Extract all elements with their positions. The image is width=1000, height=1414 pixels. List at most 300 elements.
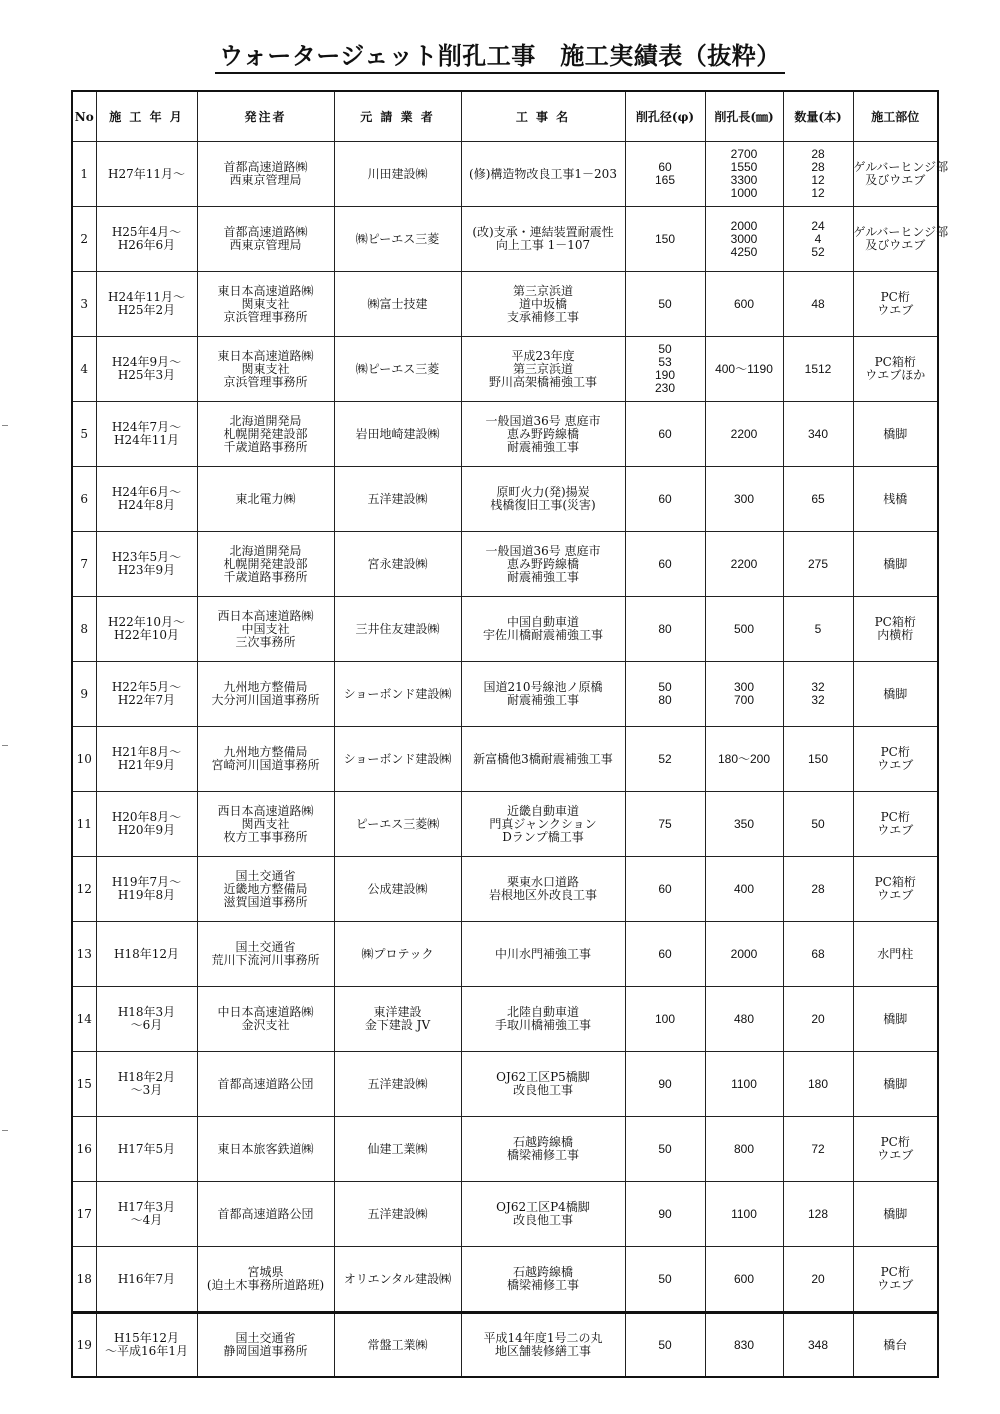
- cell-part-line: ウエブ: [877, 888, 914, 902]
- cell-period: [96, 1313, 197, 1378]
- cell-quantity-line: 28: [811, 881, 825, 896]
- cell-contractor-line: 五洋建設㈱: [367, 491, 428, 506]
- cell-contractor: [334, 1052, 461, 1117]
- cell-client-line: 西東京管理局: [229, 173, 302, 187]
- cell-part: [853, 1052, 938, 1117]
- cell-part-line: 桟橋: [883, 491, 908, 506]
- table-row: [72, 337, 938, 402]
- cell-quantity-line: 180: [807, 1076, 829, 1091]
- cell-client: [197, 142, 334, 207]
- cell-work-name: [461, 272, 625, 337]
- cell-length-line: 1550: [730, 160, 758, 174]
- cell-period-line: H15年12月: [113, 1331, 179, 1345]
- cell-work-name-line: 新富橋他3橋耐震補強工事: [473, 751, 613, 766]
- cell-diameter: [625, 1117, 705, 1182]
- cell-quantity: [783, 987, 853, 1052]
- cell-period-line: H20年8月～: [111, 810, 182, 824]
- cell-work-name-line: 原町火力(発)揚炭: [496, 485, 590, 499]
- cell-part-line: ウエブ: [877, 823, 914, 837]
- cell-part-line: 橋台: [883, 1337, 908, 1352]
- cell-period-line: ～6月: [130, 1018, 163, 1032]
- cell-quantity-line: 48: [811, 296, 825, 311]
- cell-length-line: 300: [733, 680, 755, 694]
- construction-records-table: [71, 90, 949, 1378]
- cell-part-line: PC桁: [880, 1265, 910, 1279]
- cell-length-line: 1000: [730, 186, 758, 200]
- cell-work-name-line: OJ62工区P5橋脚: [496, 1070, 590, 1084]
- cell-client-line: 枚方工事事務所: [223, 829, 308, 844]
- cell-work-name-line: 石越跨線橋: [512, 1265, 573, 1279]
- cell-contractor-line: 東洋建設: [373, 1005, 422, 1019]
- cell-part: [853, 857, 938, 922]
- cell-diameter-line: 50: [658, 1271, 672, 1286]
- cell-period-line: H26年6月: [117, 238, 176, 252]
- cell-client-line: 関東支社: [241, 361, 290, 376]
- cell-part-line: 水門柱: [877, 946, 914, 961]
- cell-work-name: [461, 142, 625, 207]
- cell-diameter: [625, 857, 705, 922]
- cell-contractor-line: 五洋建設㈱: [367, 1206, 428, 1221]
- cell-length: [705, 142, 783, 207]
- cell-diameter: [625, 1247, 705, 1313]
- header-length: 削孔長(㎜): [705, 91, 783, 142]
- table-row: [72, 402, 938, 467]
- cell-contractor-line: 三井住友建設㈱: [355, 621, 440, 636]
- cell-work-name-line: 一般国道36号 恵庭市: [485, 543, 601, 558]
- cell-diameter-line: 50: [658, 296, 672, 311]
- table-row: [72, 272, 938, 337]
- cell-work-name: [461, 597, 625, 662]
- cell-contractor-line: 川田建設㈱: [367, 166, 428, 181]
- cell-contractor: [334, 1247, 461, 1313]
- cell-period-line: H19年7月～: [111, 875, 182, 889]
- cell-quantity: [783, 597, 853, 662]
- cell-diameter-line: 80: [658, 621, 672, 636]
- cell-contractor-line: ㈱ピーエス三菱: [355, 231, 440, 246]
- cell-period-line: H23年9月: [117, 563, 176, 577]
- cell-client-line: 三次事務所: [235, 634, 296, 649]
- cell-diameter: [625, 142, 705, 207]
- cell-client: [197, 532, 334, 597]
- cell-period-line: H25年2月: [117, 303, 176, 317]
- cell-client-line: 京浜管理事務所: [223, 374, 308, 389]
- cell-period: [96, 1182, 197, 1247]
- cell-contractor-line: ㈱プロテック: [361, 946, 434, 961]
- cell-length: [705, 532, 783, 597]
- cell-diameter: [625, 1182, 705, 1247]
- cell-diameter-line: 60: [658, 946, 672, 961]
- cell-contractor-line: 常盤工業㈱: [367, 1337, 428, 1352]
- cell-diameter-line: 50: [658, 342, 672, 356]
- cell-period: [96, 597, 197, 662]
- cell-work-name-line: 向上工事 1－107: [495, 238, 591, 252]
- cell-quantity: [783, 1247, 853, 1313]
- cell-work-name-line: 桟橋復旧工事(災害): [490, 498, 596, 512]
- cell-client: [197, 987, 334, 1052]
- header-client: 発注者: [197, 91, 334, 142]
- cell-period: [96, 857, 197, 922]
- cell-work-name-line: 北陸自動車道: [506, 1005, 579, 1019]
- cell-contractor: [334, 792, 461, 857]
- cell-work-name-line: 国道210号線池ノ原橋: [483, 680, 603, 694]
- cell-length-line: 2700: [730, 147, 758, 161]
- cell-client: [197, 792, 334, 857]
- cell-work-name-line: 石越跨線橋: [512, 1135, 573, 1149]
- cell-no: 6: [72, 467, 96, 532]
- cell-length: [705, 922, 783, 987]
- cell-client-line: 京浜管理事務所: [223, 309, 308, 324]
- cell-contractor: [334, 532, 461, 597]
- cell-client-line: 中国支社: [241, 621, 290, 636]
- cell-client-line: 東北電力㈱: [235, 491, 296, 506]
- cell-diameter-line: 90: [658, 1076, 672, 1091]
- table-body: [72, 142, 949, 1378]
- header-part: 施工部位: [853, 91, 938, 142]
- cell-quantity-line: 20: [811, 1271, 825, 1286]
- cell-client-line: 静岡国道事務所: [223, 1344, 308, 1358]
- cell-client: [197, 1247, 334, 1313]
- cell-length: [705, 1247, 783, 1313]
- cell-period-line: ～平成16年1月: [105, 1344, 188, 1358]
- cell-part: [853, 272, 938, 337]
- cell-work-name: [461, 1117, 625, 1182]
- cell-part: [853, 792, 938, 857]
- cell-quantity: [783, 1117, 853, 1182]
- cell-work-name-line: 野川高架橋補強工事: [488, 374, 597, 389]
- cell-diameter: [625, 467, 705, 532]
- cell-client-line: 西日本高速道路㈱: [217, 803, 314, 818]
- cell-client-line: 九州地方整備局: [223, 745, 308, 759]
- cell-contractor: [334, 272, 461, 337]
- cell-contractor: [334, 922, 461, 987]
- cell-diameter-line: 75: [658, 816, 672, 831]
- cell-work-name: [461, 1182, 625, 1247]
- cell-work-name: [461, 402, 625, 467]
- cell-part: [853, 532, 938, 597]
- cell-diameter: [625, 662, 705, 727]
- cell-client: [197, 662, 334, 727]
- cell-period-line: H24年9月～: [111, 355, 182, 369]
- cell-quantity: [783, 857, 853, 922]
- cell-length-line: 2000: [730, 946, 758, 961]
- cell-diameter-line: 52: [658, 751, 672, 766]
- cell-client: [197, 1117, 334, 1182]
- cell-diameter-line: 80: [658, 693, 672, 707]
- cell-work-name-line: 耐震補強工事: [506, 439, 579, 454]
- cell-length-line: 180～200: [717, 751, 771, 766]
- cell-client-line: 千歳道路事務所: [223, 569, 308, 584]
- table-row: [72, 1117, 938, 1182]
- cell-diameter-line: 150: [654, 231, 676, 246]
- cell-part-line: 橋脚: [883, 686, 908, 701]
- cell-length-line: 500: [733, 621, 755, 636]
- cell-period: [96, 662, 197, 727]
- cell-work-name-line: 平成23年度: [511, 348, 575, 363]
- cell-work-name-line: (改)支承・連結装置耐震性: [472, 225, 614, 239]
- cell-no: 11: [72, 792, 96, 857]
- cell-period-line: H25年4月～: [111, 225, 182, 239]
- cell-diameter: [625, 337, 705, 402]
- cell-quantity: [783, 662, 853, 727]
- cell-length-line: 2000: [730, 218, 758, 233]
- cell-client-line: 荒川下流河川事務所: [211, 953, 320, 967]
- cell-length: [705, 1052, 783, 1117]
- cell-quantity: [783, 272, 853, 337]
- cell-length-line: 1100: [731, 1206, 757, 1221]
- cell-length: [705, 662, 783, 727]
- cell-contractor: [334, 207, 461, 272]
- cell-no: 15: [72, 1052, 96, 1117]
- cell-quantity: [783, 1313, 853, 1378]
- cell-quantity-line: 340: [807, 426, 829, 441]
- cell-quantity-line: 4: [814, 231, 822, 246]
- cell-quantity: [783, 337, 853, 402]
- cell-work-name: [461, 1052, 625, 1117]
- cell-part-line: PC箱桁: [874, 615, 916, 629]
- cell-length-line: 3300: [730, 173, 758, 187]
- cell-work-name-line: 岩根地区外改良工事: [488, 888, 597, 902]
- cell-part-line: ウエブ: [877, 303, 914, 317]
- cell-length-line: 300: [733, 491, 755, 506]
- cell-part-line: ウエブ: [877, 758, 914, 772]
- cell-diameter: [625, 532, 705, 597]
- cell-no: 12: [72, 857, 96, 922]
- cell-diameter: [625, 792, 705, 857]
- cell-client-line: 首都高速道路公団: [217, 1206, 314, 1221]
- cell-client-line: 北海道開発局: [229, 413, 302, 428]
- cell-diameter: [625, 727, 705, 792]
- cell-quantity-line: 28: [811, 147, 825, 161]
- cell-quantity: [783, 727, 853, 792]
- cell-client-line: 北海道開発局: [229, 543, 302, 558]
- cell-client-line: 関西支社: [241, 816, 290, 831]
- header-work-name: 工 事 名: [461, 91, 625, 142]
- table-row: [72, 207, 938, 272]
- cell-work-name-line: 道中坂橋: [518, 296, 567, 311]
- cell-length: [705, 1182, 783, 1247]
- table-row: [72, 597, 938, 662]
- cell-no: 2: [72, 207, 96, 272]
- cell-contractor: [334, 402, 461, 467]
- cell-period-line: H18年2月: [117, 1070, 176, 1084]
- cell-quantity-line: 28: [811, 160, 825, 174]
- table-row: [72, 1247, 938, 1313]
- cell-contractor: [334, 727, 461, 792]
- cell-work-name-line: 支承補修工事: [506, 309, 579, 324]
- cell-client: [197, 597, 334, 662]
- cell-client-line: 金沢支社: [241, 1018, 290, 1032]
- cell-client-line: 西東京管理局: [229, 238, 302, 252]
- cell-no: 1: [72, 142, 96, 207]
- cell-diameter: [625, 402, 705, 467]
- cell-diameter-line: 50: [658, 1141, 672, 1156]
- cell-client: [197, 1182, 334, 1247]
- cell-work-name: [461, 727, 625, 792]
- cell-quantity-line: 68: [811, 946, 825, 961]
- cell-quantity-line: 50: [811, 816, 825, 831]
- cell-period: [96, 792, 197, 857]
- cell-length-line: 1100: [731, 1076, 757, 1091]
- cell-period-line: H24年11月～: [107, 290, 185, 304]
- cell-length: [705, 727, 783, 792]
- cell-period: [96, 337, 197, 402]
- cell-length-line: 830: [733, 1337, 755, 1352]
- cell-part-line: ゲルバーヒンジ部: [853, 160, 949, 174]
- cell-no: 3: [72, 272, 96, 337]
- cell-period-line: H24年6月～: [111, 485, 182, 499]
- cell-length-line: 2200: [730, 426, 758, 441]
- table-row: [72, 987, 938, 1052]
- cell-part-line: PC箱桁: [874, 875, 916, 889]
- table-row: [72, 922, 938, 987]
- cell-contractor-line: 金下建設 JV: [364, 1018, 431, 1032]
- cell-length-line: 600: [733, 296, 755, 311]
- cell-period-line: H21年9月: [117, 758, 176, 772]
- cell-work-name-line: 橋梁補修工事: [506, 1148, 579, 1162]
- cell-client-line: 宮城県: [247, 1265, 284, 1279]
- cell-diameter-line: 60: [658, 426, 672, 441]
- cell-contractor: [334, 142, 461, 207]
- cell-work-name-line: 恵み野跨線橋: [506, 426, 579, 441]
- cell-period-line: H19年8月: [117, 888, 176, 902]
- cell-period-line: H24年7月～: [111, 420, 182, 434]
- cell-no: 5: [72, 402, 96, 467]
- cell-client: [197, 402, 334, 467]
- cell-quantity-line: 348: [807, 1337, 829, 1352]
- cell-client-line: 国土交通省: [235, 940, 296, 954]
- cell-quantity-line: 128: [807, 1206, 829, 1221]
- cell-client: [197, 1313, 334, 1378]
- cell-part-line: 橋脚: [883, 1076, 908, 1091]
- cell-diameter-line: 230: [654, 381, 676, 395]
- cell-client-line: 東日本旅客鉄道㈱: [217, 1141, 314, 1156]
- cell-contractor: [334, 1117, 461, 1182]
- cell-contractor-line: ㈱富士技建: [367, 296, 428, 311]
- cell-diameter: [625, 207, 705, 272]
- cell-length: [705, 207, 783, 272]
- cell-period: [96, 272, 197, 337]
- cell-diameter-line: 60: [658, 881, 672, 896]
- cell-contractor-line: 宮永建設㈱: [367, 556, 428, 571]
- scan-edge-mark: [2, 1130, 8, 1131]
- cell-client-line: 宮崎河川国道事務所: [211, 758, 320, 772]
- cell-work-name-line: 平成14年度1号二の丸: [483, 1331, 603, 1345]
- cell-client-line: 首都高速道路㈱: [223, 225, 308, 239]
- cell-quantity-line: 52: [811, 244, 825, 259]
- cell-client-line: 国土交通省: [235, 868, 296, 883]
- cell-client-line: 近畿地方整備局: [223, 881, 308, 896]
- cell-contractor: [334, 662, 461, 727]
- cell-client: [197, 922, 334, 987]
- cell-client-line: 首都高速道路㈱: [223, 160, 308, 174]
- header-period: 施 工 年 月: [96, 91, 197, 142]
- cell-client-line: 国土交通省: [235, 1331, 296, 1345]
- cell-work-name: [461, 857, 625, 922]
- cell-part-line: ウエブ: [877, 1278, 914, 1292]
- cell-quantity-line: 32: [811, 693, 825, 707]
- cell-length-line: 3000: [730, 231, 758, 246]
- cell-quantity-line: 32: [811, 680, 825, 694]
- cell-contractor-line: オリエンタル建設㈱: [343, 1271, 452, 1286]
- table-row: [72, 857, 938, 922]
- cell-no: 10: [72, 727, 96, 792]
- cell-period: [96, 727, 197, 792]
- cell-contractor-line: ショーボンド建設㈱: [343, 751, 452, 766]
- cell-part: [853, 1247, 938, 1313]
- cell-contractor-line: ピーエス三菱㈱: [355, 816, 440, 831]
- table-row: [72, 1313, 938, 1378]
- cell-quantity: [783, 532, 853, 597]
- cell-quantity-line: 5: [814, 621, 822, 636]
- cell-length: [705, 987, 783, 1052]
- cell-quantity-line: 150: [807, 751, 829, 766]
- cell-quantity: [783, 792, 853, 857]
- cell-client-line: 滋賀国道事務所: [223, 894, 308, 909]
- cell-part-line: PC桁: [880, 745, 910, 759]
- page-title: [0, 36, 1000, 71]
- cell-part: [853, 597, 938, 662]
- cell-length: [705, 1313, 783, 1378]
- cell-client: [197, 272, 334, 337]
- cell-no: 4: [72, 337, 96, 402]
- cell-quantity-line: 72: [811, 1141, 825, 1156]
- page-title-text: ウォータージェット削孔工事 施工実績表（抜粋）: [215, 42, 785, 74]
- cell-work-name: [461, 1313, 625, 1378]
- cell-diameter: [625, 597, 705, 662]
- header-contractor: 元 請 業 者: [334, 91, 461, 142]
- cell-length: [705, 337, 783, 402]
- cell-part-line: ウエブ: [877, 1148, 914, 1162]
- cell-part: [853, 987, 938, 1052]
- cell-length-line: 600: [733, 1271, 755, 1286]
- cell-period-line: H24年8月: [117, 498, 176, 512]
- cell-contractor: [334, 857, 461, 922]
- cell-diameter-line: 60: [658, 491, 672, 506]
- cell-contractor-line: ショーボンド建設㈱: [343, 686, 452, 701]
- cell-contractor-line: 仙建工業㈱: [367, 1141, 428, 1156]
- cell-part: [853, 1182, 938, 1247]
- cell-contractor-line: ㈱ピーエス三菱: [355, 361, 440, 376]
- cell-period-line: H23年5月～: [111, 550, 182, 564]
- cell-diameter-line: 53: [658, 355, 672, 369]
- cell-period-line: H20年9月: [117, 823, 176, 837]
- cell-quantity: [783, 207, 853, 272]
- cell-client-line: (迫土木事務所道路班): [206, 1278, 325, 1292]
- cell-period: [96, 1247, 197, 1313]
- cell-period-line: H18年12月: [113, 946, 179, 961]
- cell-part-line: ゲルバーヒンジ部: [853, 225, 949, 239]
- cell-work-name-line: Dランプ橋工事: [502, 829, 584, 844]
- cell-no: 18: [72, 1247, 96, 1313]
- cell-length-line: 2200: [730, 556, 758, 571]
- cell-diameter-line: 60: [658, 556, 672, 571]
- cell-quantity: [783, 467, 853, 532]
- table-row: [72, 467, 938, 532]
- cell-client-line: 札幌開発建設部: [223, 426, 308, 441]
- cell-quantity: [783, 402, 853, 467]
- cell-period-line: H25年3月: [117, 368, 176, 382]
- cell-period-line: H17年5月: [117, 1141, 176, 1156]
- table-row: [72, 142, 938, 207]
- cell-quantity-line: 1512: [804, 361, 832, 376]
- cell-period: [96, 467, 197, 532]
- cell-work-name-line: 中川水門補強工事: [494, 946, 591, 961]
- cell-period: [96, 532, 197, 597]
- cell-part-line: 及びウエブ: [865, 173, 926, 187]
- cell-part-line: PC桁: [880, 1135, 910, 1149]
- cell-no: 19: [72, 1313, 96, 1378]
- cell-quantity-line: 24: [811, 218, 825, 233]
